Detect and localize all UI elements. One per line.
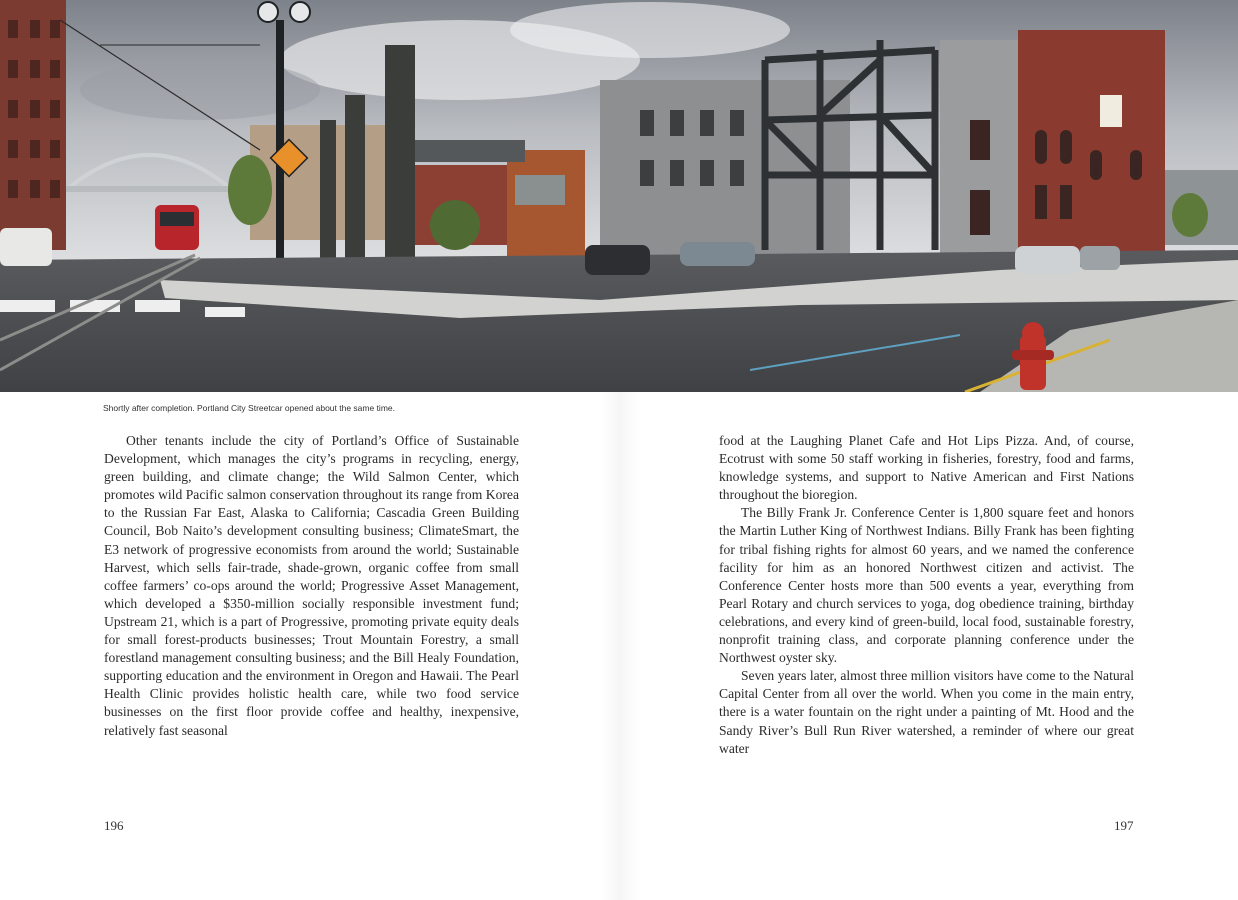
- page-gutter: [600, 392, 640, 900]
- photo-caption: Shortly after completion. Portland City Streetcar opened about the same time.: [103, 403, 395, 413]
- paragraph-continuation: food at the Laughing Planet Cafe and Hot Lips Pizza. And, of course, Ecotrust with some 50 staff working in fisheries, forestry, food and farms, knowledge systems, and support to Native American and First Nations throughout the bioregion.: [719, 433, 1134, 503]
- paragraph: The Billy Frank Jr. Conference Center is 1,800 square feet and honors the Martin Luther King of Northwest Indians. Billy Frank has been fighting for tribal fishing rights for almost 60 years, and we named the conference facility for him as an honored Northwest citizen and activist. The Conference Center hosts more than 500 events a year, everything from Pearl Rotary and church services to yoga, dog obedience training, birthday celebrations, and every kind of green-build, local food, sustainable forestry, nonprofit training class, and corporate planning conference under the Northwest oyster sky.: [719, 505, 1134, 666]
- street-photo: [0, 0, 1238, 392]
- paragraph: Other tenants include the city of Portland’s Office of Sustainable Development, which manages the city’s programs in recycling, energy, green building, and climate change; the Wild Salmon Center, which promotes wild Pacific salmon conservation throughout its range from Korea to the Russian Far East, Alaska to California; Cascadia Green Building Council, Bob Naito’s development consulting business; ClimateSmart, the E3 network of progressive economists from around the world; Sustainable Harvest, which sells fair-trade, shade-grown, organic coffee from small coffee farmers’ co-ops around the world; Progressive Asset Management, which developed a $350-million socially responsible investment fund; Upstream 21, which is a part of Progressive, promoting private equity deals for small forest-products businesses; Trout Mountain Forestry, a small forestland management consulting business; and the Bill Healy Foundation, supporting education and the environment in Oregon and Hawaii. The Pearl Health Clinic provides holistic health care, while two food service businesses on the first floor provide coffee and healthy, inexpensive, relatively fast seasonal: [104, 433, 519, 738]
- left-page-text: [104, 432, 519, 740]
- page-number-right: 197: [1114, 818, 1134, 833]
- paragraph: Seven years later, almost three million visitors have come to the Natural Capital Center from all over the world. When you come in the main entry, there is a water fountain on the right under a painting of Mt. Hood and the Sandy River’s Bull Run River watershed, a reminder of where our great water: [719, 668, 1134, 756]
- right-page-text: [719, 432, 1134, 758]
- page-number-left: 196: [104, 818, 124, 833]
